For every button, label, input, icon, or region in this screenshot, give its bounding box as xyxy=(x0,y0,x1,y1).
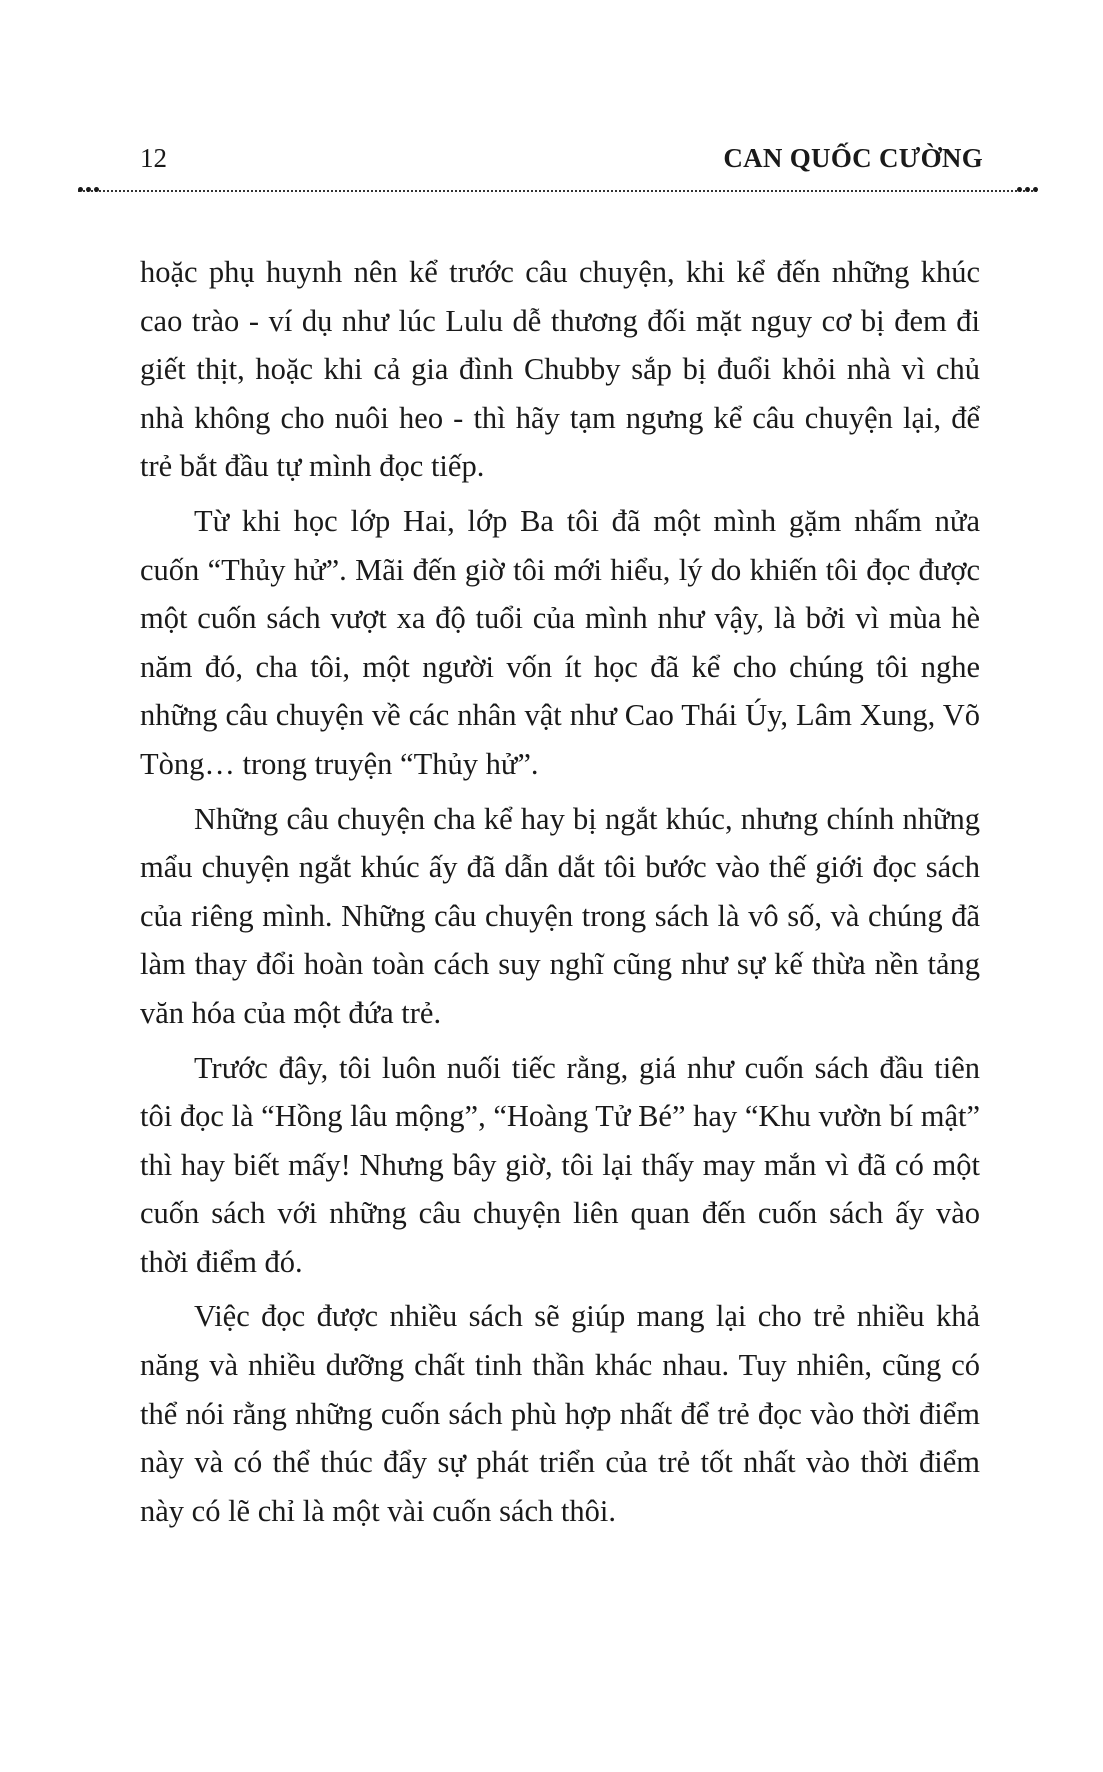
paragraph: Trước đây, tôi luôn nuối tiếc rằng, giá như cuốn sách đầu tiên tôi đọc là “Hồng lâu mộng”, “Hoàng Tử Bé” hay “Khu vườn bí mật” thì hay biết mấy! Nhưng bây giờ, tôi lại thấy may mắn vì đã có một cuốn sách với những câu chuyện liên quan đến cuốn sách ấy vào thời điểm đó. xyxy=(140,1050,980,1279)
paragraph: Từ khi học lớp Hai, lớp Ba tôi đã một mình gặm nhấm nửa cuốn “Thủy hử”. Mãi đến giờ tôi mới hiểu, lý do khiến tôi đọc được một cuốn sách vượt xa độ tuổi của mình như vậy, là bởi vì mùa hè năm đó, cha tôi, một người vốn ít học đã kể cho chúng tôi nghe những câu chuyện về các nhân vật như Cao Thái Úy, Lâm Xung, Võ Tòng… trong truyện “Thủy hử”. xyxy=(140,503,980,781)
header-divider xyxy=(78,190,1037,192)
paragraph: Việc đọc được nhiều sách sẽ giúp mang lại cho trẻ nhiều khả năng và nhiều dưỡng chất tinh thần khác nhau. Tuy nhiên, cũng có thể nói rằng những cuốn sách phù hợp nhất để trẻ đọc vào thời điểm này và có thể thúc đẩy sự phát triển của trẻ tốt nhất vào thời điểm này có lẽ chỉ là một vài cuốn sách thôi. xyxy=(140,1299,980,1528)
paragraph: hoặc phụ huynh nên kể trước câu chuyện, khi kể đến những khúc cao trào - ví dụ như lúc Lulu dễ thương đối mặt nguy cơ bị đem đi giết thịt, hoặc khi cả gia đình Chubby sắp bị đuổi khỏi nhà vì chủ nhà không cho nuôi heo - thì hãy tạm ngưng kể câu chuyện lại, để trẻ bắt đầu tự mình đọc tiếp. xyxy=(140,255,980,484)
divider-ornament-right xyxy=(1017,187,1041,192)
divider-ornament-left xyxy=(78,187,102,192)
page-number: 12 xyxy=(140,143,167,173)
running-title: CAN QUỐC CƯỜNG xyxy=(723,143,983,173)
body-text xyxy=(140,248,980,1541)
page-header xyxy=(140,138,983,178)
paragraph: Những câu chuyện cha kể hay bị ngắt khúc, nhưng chính những mẩu chuyện ngắt khúc ấy đã dẫn dắt tôi bước vào thế giới đọc sách của riêng mình. Những câu chuyện trong sách là vô số, và chúng đã làm thay đổi hoàn toàn cách suy nghĩ cũng như sự kế thừa nền tảng văn hóa của một đứa trẻ. xyxy=(140,801,980,1030)
